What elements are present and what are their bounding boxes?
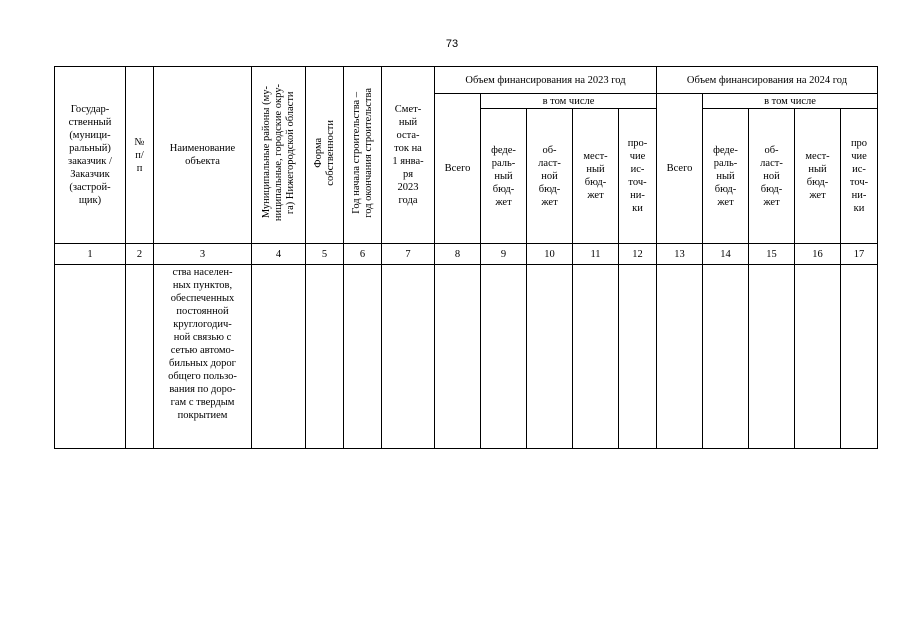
header-federal-2024: феде- раль- ный бюд- жет xyxy=(703,109,749,244)
table-row xyxy=(55,265,878,449)
column-number: 16 xyxy=(795,244,841,265)
header-total-2023: Всего xyxy=(435,94,481,244)
header-financing-2024: Объем финансирования на 2024 год xyxy=(657,67,878,94)
cell-balance xyxy=(382,265,435,449)
cell-regional-2023 xyxy=(527,265,573,449)
header-including-2023: в том числе xyxy=(481,94,657,109)
column-number: 1 xyxy=(55,244,126,265)
column-number: 11 xyxy=(573,244,619,265)
column-number: 9 xyxy=(481,244,527,265)
header-other-2023: про- чие ис- точ- ни- ки xyxy=(619,109,657,244)
cell-local-2023 xyxy=(573,265,619,449)
column-number: 17 xyxy=(841,244,878,265)
column-number: 12 xyxy=(619,244,657,265)
header-total-2024: Всего xyxy=(657,94,703,244)
header-districts: Муниципальные районы (му- ниципальные, городские окру- га) Нижегородской области xyxy=(252,67,306,244)
header-number: № п/ п xyxy=(126,67,154,244)
cell-customer xyxy=(55,265,126,449)
header-balance: Смет- ный оста- ток на 1 янва- ря 2023 года xyxy=(382,67,435,244)
cell-number xyxy=(126,265,154,449)
column-number-row xyxy=(55,244,878,265)
header-ownership: Форма собственности xyxy=(306,67,344,244)
cell-federal-2023 xyxy=(481,265,527,449)
header-row-1 xyxy=(55,67,878,94)
cell-object-name xyxy=(154,265,252,449)
header-object-name: Наименование объекта xyxy=(154,67,252,244)
header-regional-2024: об- ласт- ной бюд- жет xyxy=(749,109,795,244)
cell-federal-2024 xyxy=(703,265,749,449)
header-local-2024: мест- ный бюд- жет xyxy=(795,109,841,244)
header-federal-2023: феде- раль- ный бюд- жет xyxy=(481,109,527,244)
page-number: 73 xyxy=(445,38,459,50)
financing-table xyxy=(54,66,878,449)
header-including-2024: в том числе xyxy=(703,94,878,109)
column-number: 8 xyxy=(435,244,481,265)
cell-ownership xyxy=(306,265,344,449)
cell-regional-2024 xyxy=(749,265,795,449)
header-financing-2023: Объем финансирования на 2023 год xyxy=(435,67,657,94)
header-customer: Государ- ственный (муници- pальный) заказчик / Заказчик (застрой- щик) xyxy=(55,67,126,244)
header-local-2023: мест- ный бюд- жет xyxy=(573,109,619,244)
column-number: 10 xyxy=(527,244,573,265)
header-regional-2023: об- ласт- ной бюд- жет xyxy=(527,109,573,244)
column-number: 4 xyxy=(252,244,306,265)
column-number: 5 xyxy=(306,244,344,265)
column-number: 6 xyxy=(344,244,382,265)
column-number: 13 xyxy=(657,244,703,265)
header-other-2024: про чие ис- точ- ни- ки xyxy=(841,109,878,244)
header-years: Год начала строительства – год окончания строительства xyxy=(344,67,382,244)
column-number: 15 xyxy=(749,244,795,265)
column-number: 7 xyxy=(382,244,435,265)
cell-total-2023 xyxy=(435,265,481,449)
cell-districts xyxy=(252,265,306,449)
column-number: 14 xyxy=(703,244,749,265)
cell-other-2024 xyxy=(841,265,878,449)
column-number: 2 xyxy=(126,244,154,265)
cell-total-2024 xyxy=(657,265,703,449)
cell-other-2023 xyxy=(619,265,657,449)
cell-years xyxy=(344,265,382,449)
object-name-text: ства населен- ных пунктов, обеспеченных постоянной круглогодич- ной связью с сетью автомо- бильных дорог общего пользо- вания по доро- гам с твердым покрытием xyxy=(168,267,237,421)
column-number: 3 xyxy=(154,244,252,265)
cell-local-2024 xyxy=(795,265,841,449)
